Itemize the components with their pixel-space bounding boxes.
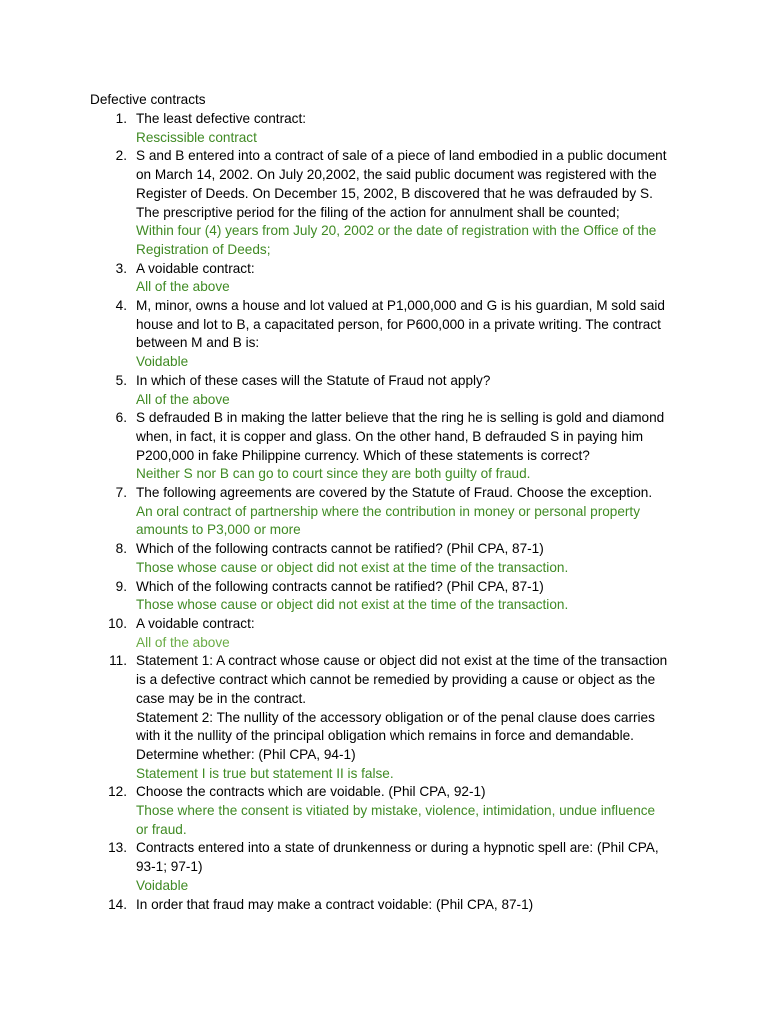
answer-text-line: Voidable: [136, 354, 189, 370]
question-text-line: The prescriptive period for the filing of the action for annulment shall be counted;: [136, 204, 620, 220]
question-text-line: on March 14, 2002. On July 20,2002, the said public document was registered with the: [136, 167, 657, 183]
question-number: 9.: [115, 578, 127, 594]
answer-text-line: or fraud.: [136, 821, 187, 837]
answer-text-line: All of the above: [136, 634, 230, 650]
answer-text-line: Rescissible contract: [136, 129, 257, 145]
question-item: [90, 540, 690, 577]
question-item: [90, 147, 690, 259]
question-number: 7.: [115, 485, 127, 501]
question-number: 2.: [115, 148, 127, 164]
question-number: 4.: [115, 298, 127, 314]
question-item: [90, 409, 690, 484]
answer-text-line: Those whose cause or object did not exist at the time of the transaction.: [136, 559, 569, 575]
question-text-line: Register of Deeds. On December 15, 2002, B discovered that he was defrauded by S.: [136, 185, 653, 201]
question-text-line: 93-1; 97-1): [136, 859, 203, 875]
question-number: 12.: [108, 784, 127, 800]
question-text-line: Statement 1: A contract whose cause or object did not exist at the time of the transaction: [136, 653, 668, 669]
question-text-line: is a defective contract which cannot be remedied by providing a cause or object as the: [136, 672, 656, 688]
question-text-line: The following agreements are covered by the Statute of Fraud. Choose the exception.: [136, 485, 653, 501]
document-title: Defective contracts: [90, 92, 206, 107]
answer-text-line: Those whose cause or object did not exist at the time of the transaction.: [136, 597, 569, 613]
question-item: [90, 260, 690, 297]
question-text-line: S defrauded B in making the latter believe that the ring he is selling is gold and diamond: [136, 410, 665, 426]
question-text-line: In which of these cases will the Statute of Fraud not apply?: [136, 372, 491, 388]
question-text-line: case may be in the contract.: [136, 690, 307, 706]
question-number: 10.: [108, 615, 127, 631]
question-text-line: In order that fraud may make a contract voidable: (Phil CPA, 87-1): [136, 896, 534, 912]
question-text-line: Contracts entered into a state of drunkenness or during a hypnotic spell are: (Phil CPA,: [136, 840, 659, 856]
question-number: 6.: [115, 410, 127, 426]
question-text-line: Choose the contracts which are voidable. (Phil CPA, 92-1): [136, 784, 486, 800]
answer-text-line: Registration of Deeds;: [136, 241, 271, 257]
question-text-line: P200,000 in fake Philippine currency. Which of these statements is correct?: [136, 447, 590, 463]
question-item: [90, 783, 690, 839]
question-text-line: A voidable contract:: [136, 615, 255, 631]
answer-text-line: Statement I is true but statement II is false.: [136, 765, 394, 781]
question-item: [90, 297, 690, 372]
question-text-line: with it the nullity of the principal obligation which remains in force and demandable.: [136, 728, 634, 744]
question-number: 8.: [115, 541, 127, 557]
question-item: [90, 615, 690, 652]
question-number: 1.: [115, 111, 127, 126]
answer-text-line: All of the above: [136, 391, 230, 407]
answer-text-line: Neither S nor B can go to court since they are both guilty of fraud.: [136, 466, 531, 482]
question-item: [90, 578, 690, 615]
question-number: 11.: [109, 653, 127, 669]
question-text-line: S and B entered into a contract of sale of a piece of land embodied in a public document: [136, 148, 667, 164]
answer-text-line: All of the above: [136, 279, 230, 295]
answer-text-line: amounts to P3,000 or more: [136, 522, 301, 538]
question-item: [90, 896, 690, 915]
question-number: 5.: [115, 372, 127, 388]
question-text-line: when, in fact, it is copper and glass. On the other hand, B defrauded S in paying him: [136, 428, 644, 444]
question-item: [90, 110, 690, 147]
question-number: 14.: [108, 896, 127, 912]
question-text-line: The least defective contract:: [136, 111, 307, 126]
answer-text-line: An oral contract of partnership where the contribution in money or personal property: [136, 503, 640, 519]
question-text-line: Which of the following contracts cannot be ratified? (Phil CPA, 87-1): [136, 541, 544, 557]
question-item: [90, 839, 690, 895]
answer-text-line: Within four (4) years from July 20, 2002 or the date of registration with the Office of the: [136, 223, 657, 239]
question-text-line: M, minor, owns a house and lot valued at P1,000,000 and G is his guardian, M sold said: [136, 298, 665, 314]
question-item: [90, 484, 690, 540]
question-text-line: Which of the following contracts cannot be ratified? (Phil CPA, 87-1): [136, 578, 544, 594]
question-text-line: Determine whether: (Phil CPA, 94-1): [136, 746, 356, 762]
answer-text-line: Voidable: [136, 877, 189, 893]
question-number: 13.: [108, 840, 127, 856]
question-item: [90, 372, 690, 409]
answer-text-line: Those where the consent is vitiated by mistake, violence, intimidation, undue influence: [136, 803, 656, 819]
question-list: [90, 110, 690, 914]
question-text-line: Statement 2: The nullity of the accessory obligation or of the penal clause does carries: [136, 709, 655, 725]
question-item: [90, 652, 690, 783]
question-text-line: A voidable contract:: [136, 260, 255, 276]
question-text-line: between M and B is:: [136, 335, 260, 351]
question-text-line: house and lot to B, a capacitated person, for P600,000 in a private writing. The contract: [136, 316, 661, 332]
question-number: 3.: [115, 260, 127, 276]
